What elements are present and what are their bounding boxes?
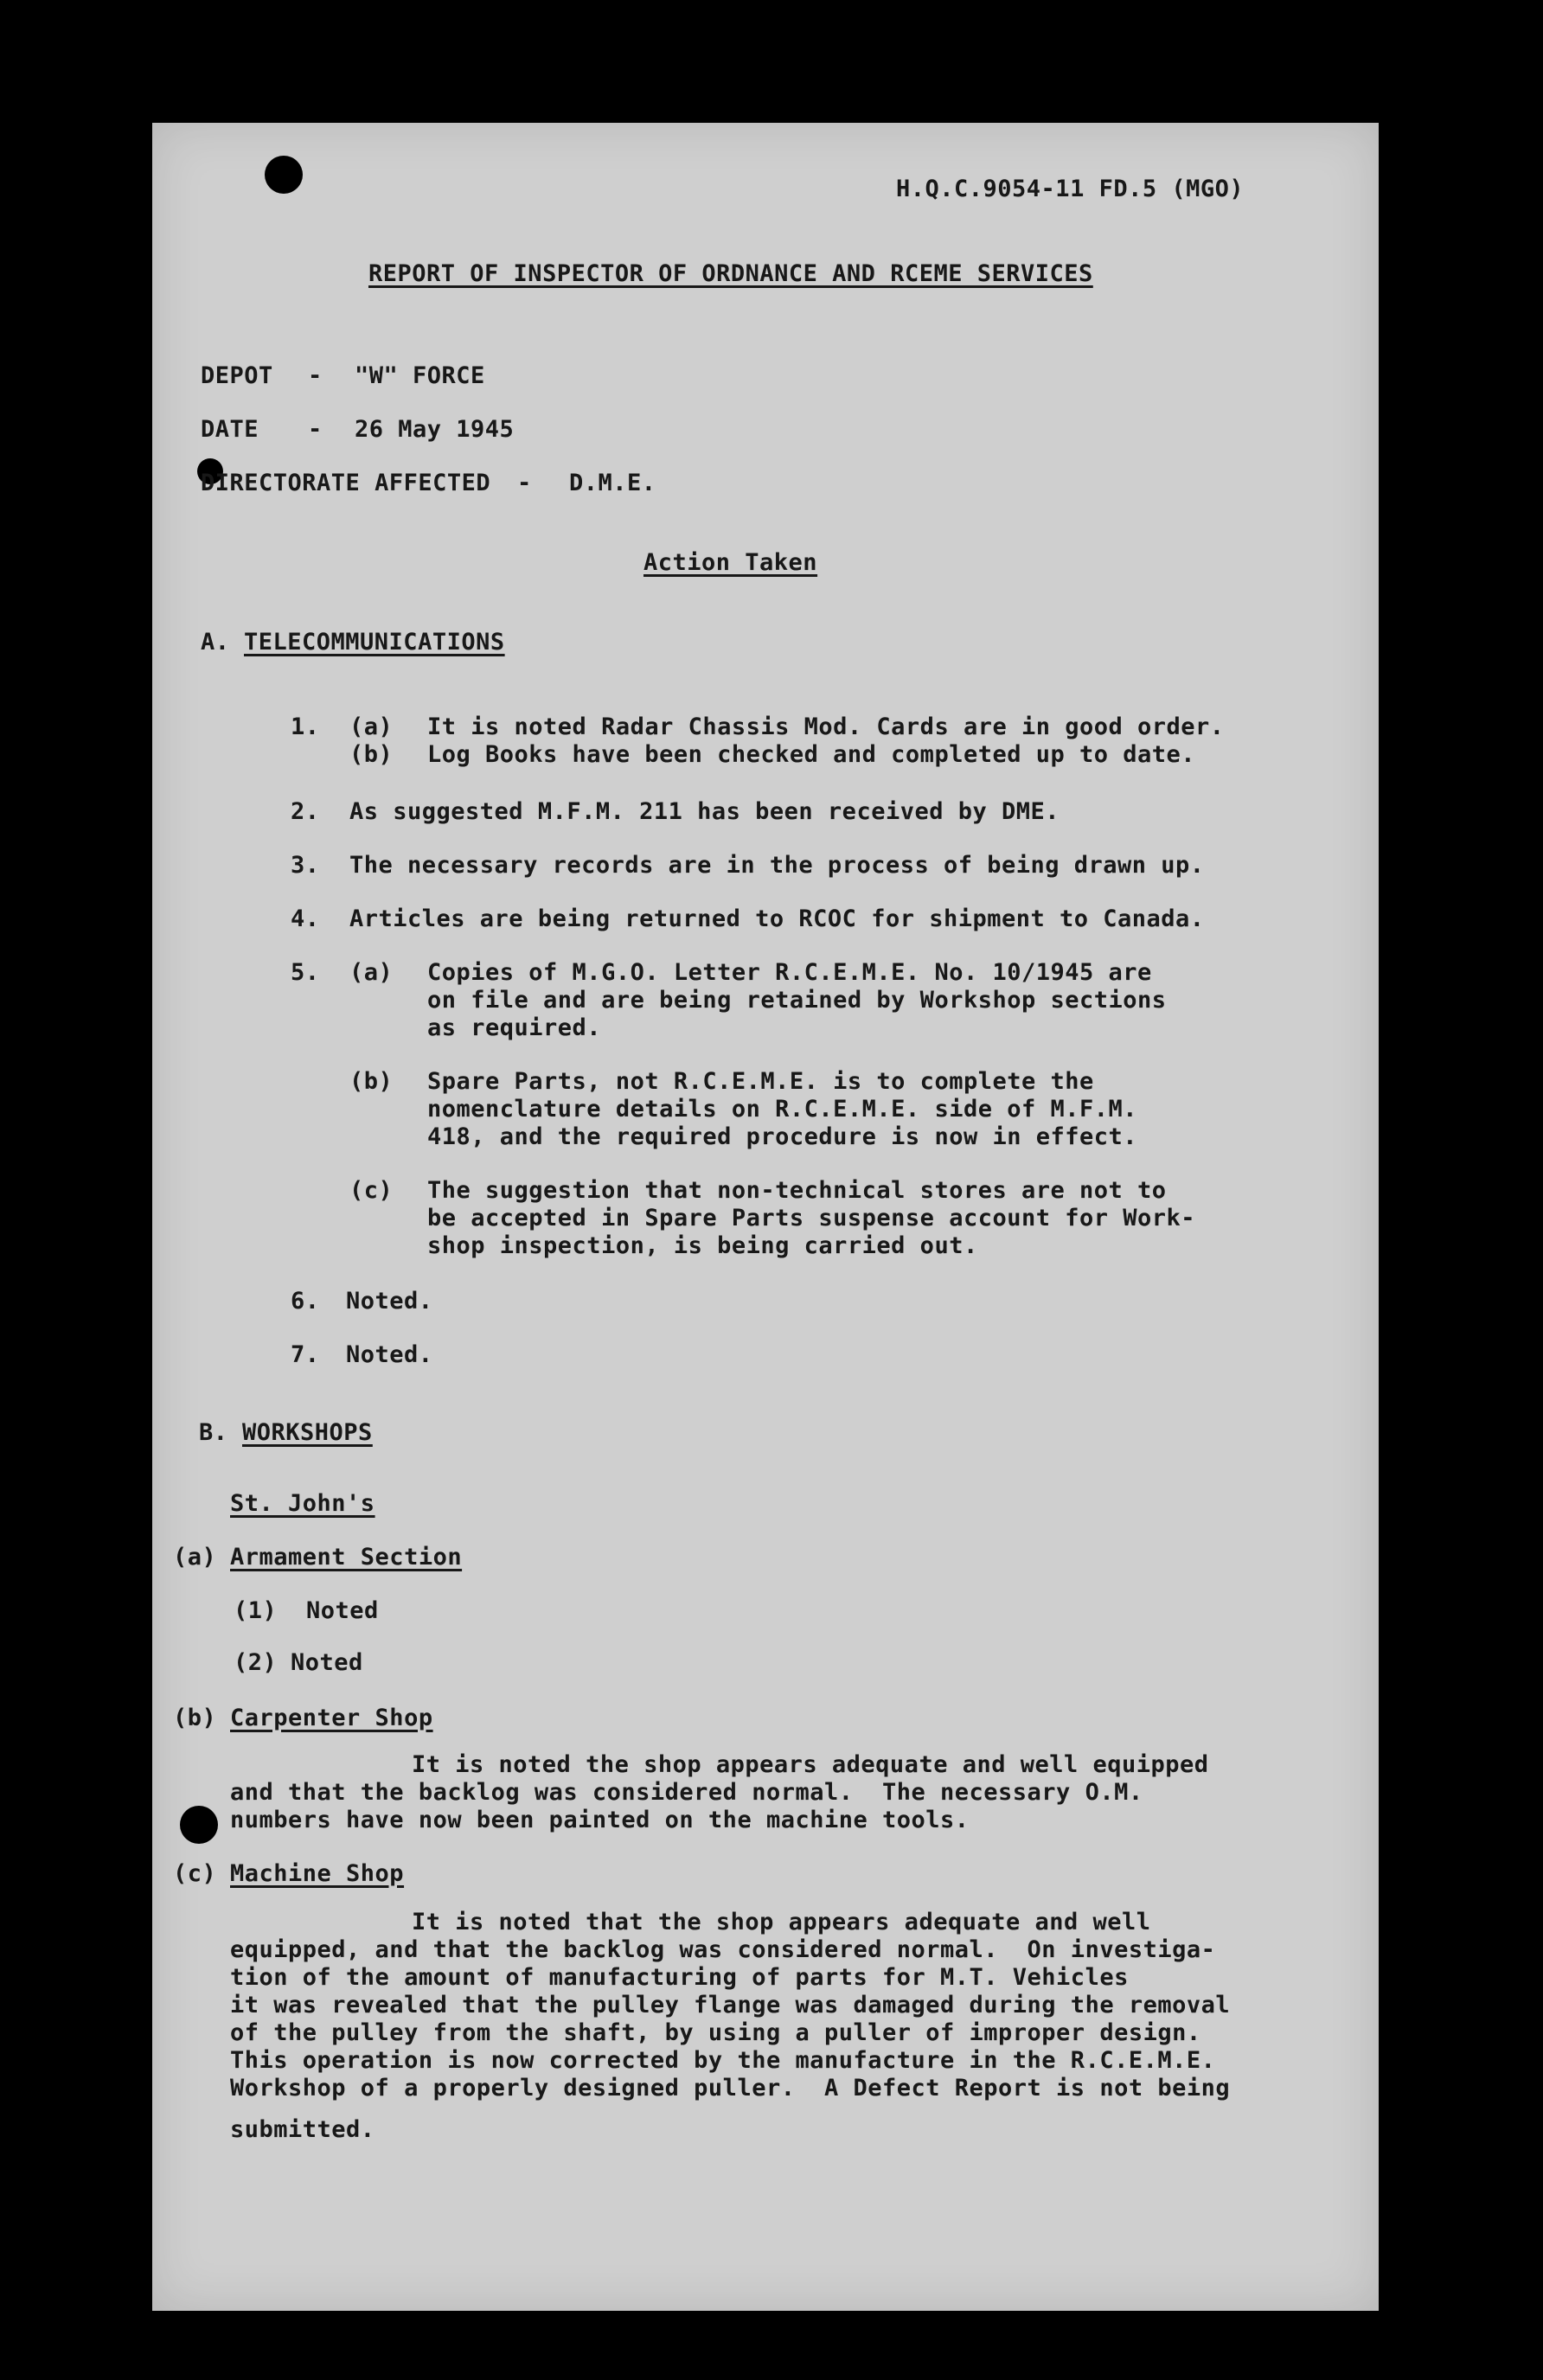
item-7-text: Noted. <box>346 1341 433 1368</box>
item-1a-text: It is noted Radar Chassis Mod. Cards are in good order. <box>427 713 1225 740</box>
date-label: DATE <box>201 416 259 443</box>
location-heading: St. John's <box>230 1490 375 1517</box>
date-value: 26 May 1945 <box>355 416 515 443</box>
date-dash: - <box>308 416 323 443</box>
machine-shop-heading: Machine Shop <box>230 1860 405 1887</box>
item-5b-line: nomenclature details on R.C.E.M.E. side of M.F.M. <box>427 1096 1138 1123</box>
armament-1-key: (1) <box>234 1597 278 1624</box>
item-5c-line: The suggestion that non-technical stores are not to <box>427 1177 1167 1204</box>
item-4-number: 4. <box>291 905 320 932</box>
report-title: REPORT OF INSPECTOR OF ORDNANCE AND RCEME SERVICES <box>368 260 1093 287</box>
section-b-letter: B. <box>199 1419 228 1446</box>
directorate-value: D.M.E. <box>569 470 656 496</box>
item-6-text: Noted. <box>346 1288 433 1315</box>
armament-2-key: (2) <box>234 1649 278 1676</box>
item-5b-line: Spare Parts, not R.C.E.M.E. is to complete the <box>427 1068 1094 1095</box>
item-1b-text: Log Books have been checked and completed up to date. <box>427 741 1196 768</box>
item-2-text: As suggested M.F.M. 211 has been received by DME. <box>349 798 1060 825</box>
directorate-label: DIRECTORATE AFFECTED <box>201 470 491 496</box>
machine-shop-line: of the pulley from the shaft, by using a puller of improper design. <box>230 2019 1201 2046</box>
item-5b-line: 418, and the required procedure is now in effect. <box>427 1123 1138 1150</box>
machine-shop-line: it was revealed that the pulley flange was damaged during the removal <box>230 1992 1231 2019</box>
machine-shop-line: This operation is now corrected by the manufacture in the R.C.E.M.E. <box>230 2047 1216 2074</box>
carpenter-shop-heading: Carpenter Shop <box>230 1705 433 1731</box>
item-1b-key: (b) <box>349 741 394 768</box>
armament-2-text: Noted <box>291 1649 363 1676</box>
item-5a-line: on file and are being retained by Workshop sections <box>427 987 1167 1014</box>
machine-shop-line: Workshop of a properly designed puller. A Defect Report is not being <box>230 2075 1231 2102</box>
item-5a-line: as required. <box>427 1014 602 1041</box>
carpenter-shop-line: It is noted the shop appears adequate and well equipped <box>412 1751 1209 1778</box>
carpenter-shop-line: numbers have now been painted on the machine tools. <box>230 1807 970 1833</box>
item-5a-key: (a) <box>349 959 394 986</box>
machine-shop-line: It is noted that the shop appears adequate and well <box>412 1909 1151 1935</box>
item-5a-line: Copies of M.G.O. Letter R.C.E.M.E. No. 10/1945 are <box>427 959 1152 986</box>
item-4-text: Articles are being returned to RCOC for shipment to Canada. <box>349 905 1205 932</box>
item-1-number: 1. <box>291 713 320 740</box>
depot-dash: - <box>308 362 323 389</box>
directorate-dash: - <box>517 470 532 496</box>
item-5c-line: shop inspection, is being carried out. <box>427 1232 978 1259</box>
item-5c-line: be accepted in Spare Parts suspense account for Work- <box>427 1205 1196 1232</box>
sub-c-key: (c) <box>173 1860 217 1887</box>
section-b-heading: WORKSHOPS <box>242 1419 373 1446</box>
section-a-heading: TELECOMMUNICATIONS <box>244 629 505 656</box>
item-6-number: 6. <box>291 1288 320 1315</box>
armament-1-text: Noted <box>306 1597 379 1624</box>
item-3-number: 3. <box>291 852 320 879</box>
item-5-number: 5. <box>291 959 320 986</box>
carpenter-shop-line: and that the backlog was considered normal. The necessary O.M. <box>230 1779 1143 1806</box>
depot-label: DEPOT <box>201 362 273 389</box>
reference-number: H.Q.C.9054-11 FD.5 (MGO) <box>896 176 1245 202</box>
sub-a-key: (a) <box>173 1544 217 1571</box>
machine-shop-line: tion of the amount of manufacturing of parts for M.T. Vehicles <box>230 1964 1129 1991</box>
item-7-number: 7. <box>291 1341 320 1368</box>
machine-shop-line: submitted. <box>230 2116 375 2143</box>
item-2-number: 2. <box>291 798 320 825</box>
item-5c-key: (c) <box>349 1177 394 1204</box>
section-a-letter: A. <box>201 629 230 656</box>
punch-hole <box>180 1806 218 1844</box>
armament-section-heading: Armament Section <box>230 1544 463 1571</box>
punch-hole <box>265 156 303 194</box>
item-5b-key: (b) <box>349 1068 394 1095</box>
depot-value: "W" FORCE <box>355 362 485 389</box>
action-taken-heading: Action Taken <box>643 549 818 576</box>
item-3-text: The necessary records are in the process of being drawn up. <box>349 852 1205 879</box>
machine-shop-line: equipped, and that the backlog was considered normal. On investiga- <box>230 1936 1216 1963</box>
item-1a-key: (a) <box>349 713 394 740</box>
sub-b-key: (b) <box>173 1705 217 1731</box>
